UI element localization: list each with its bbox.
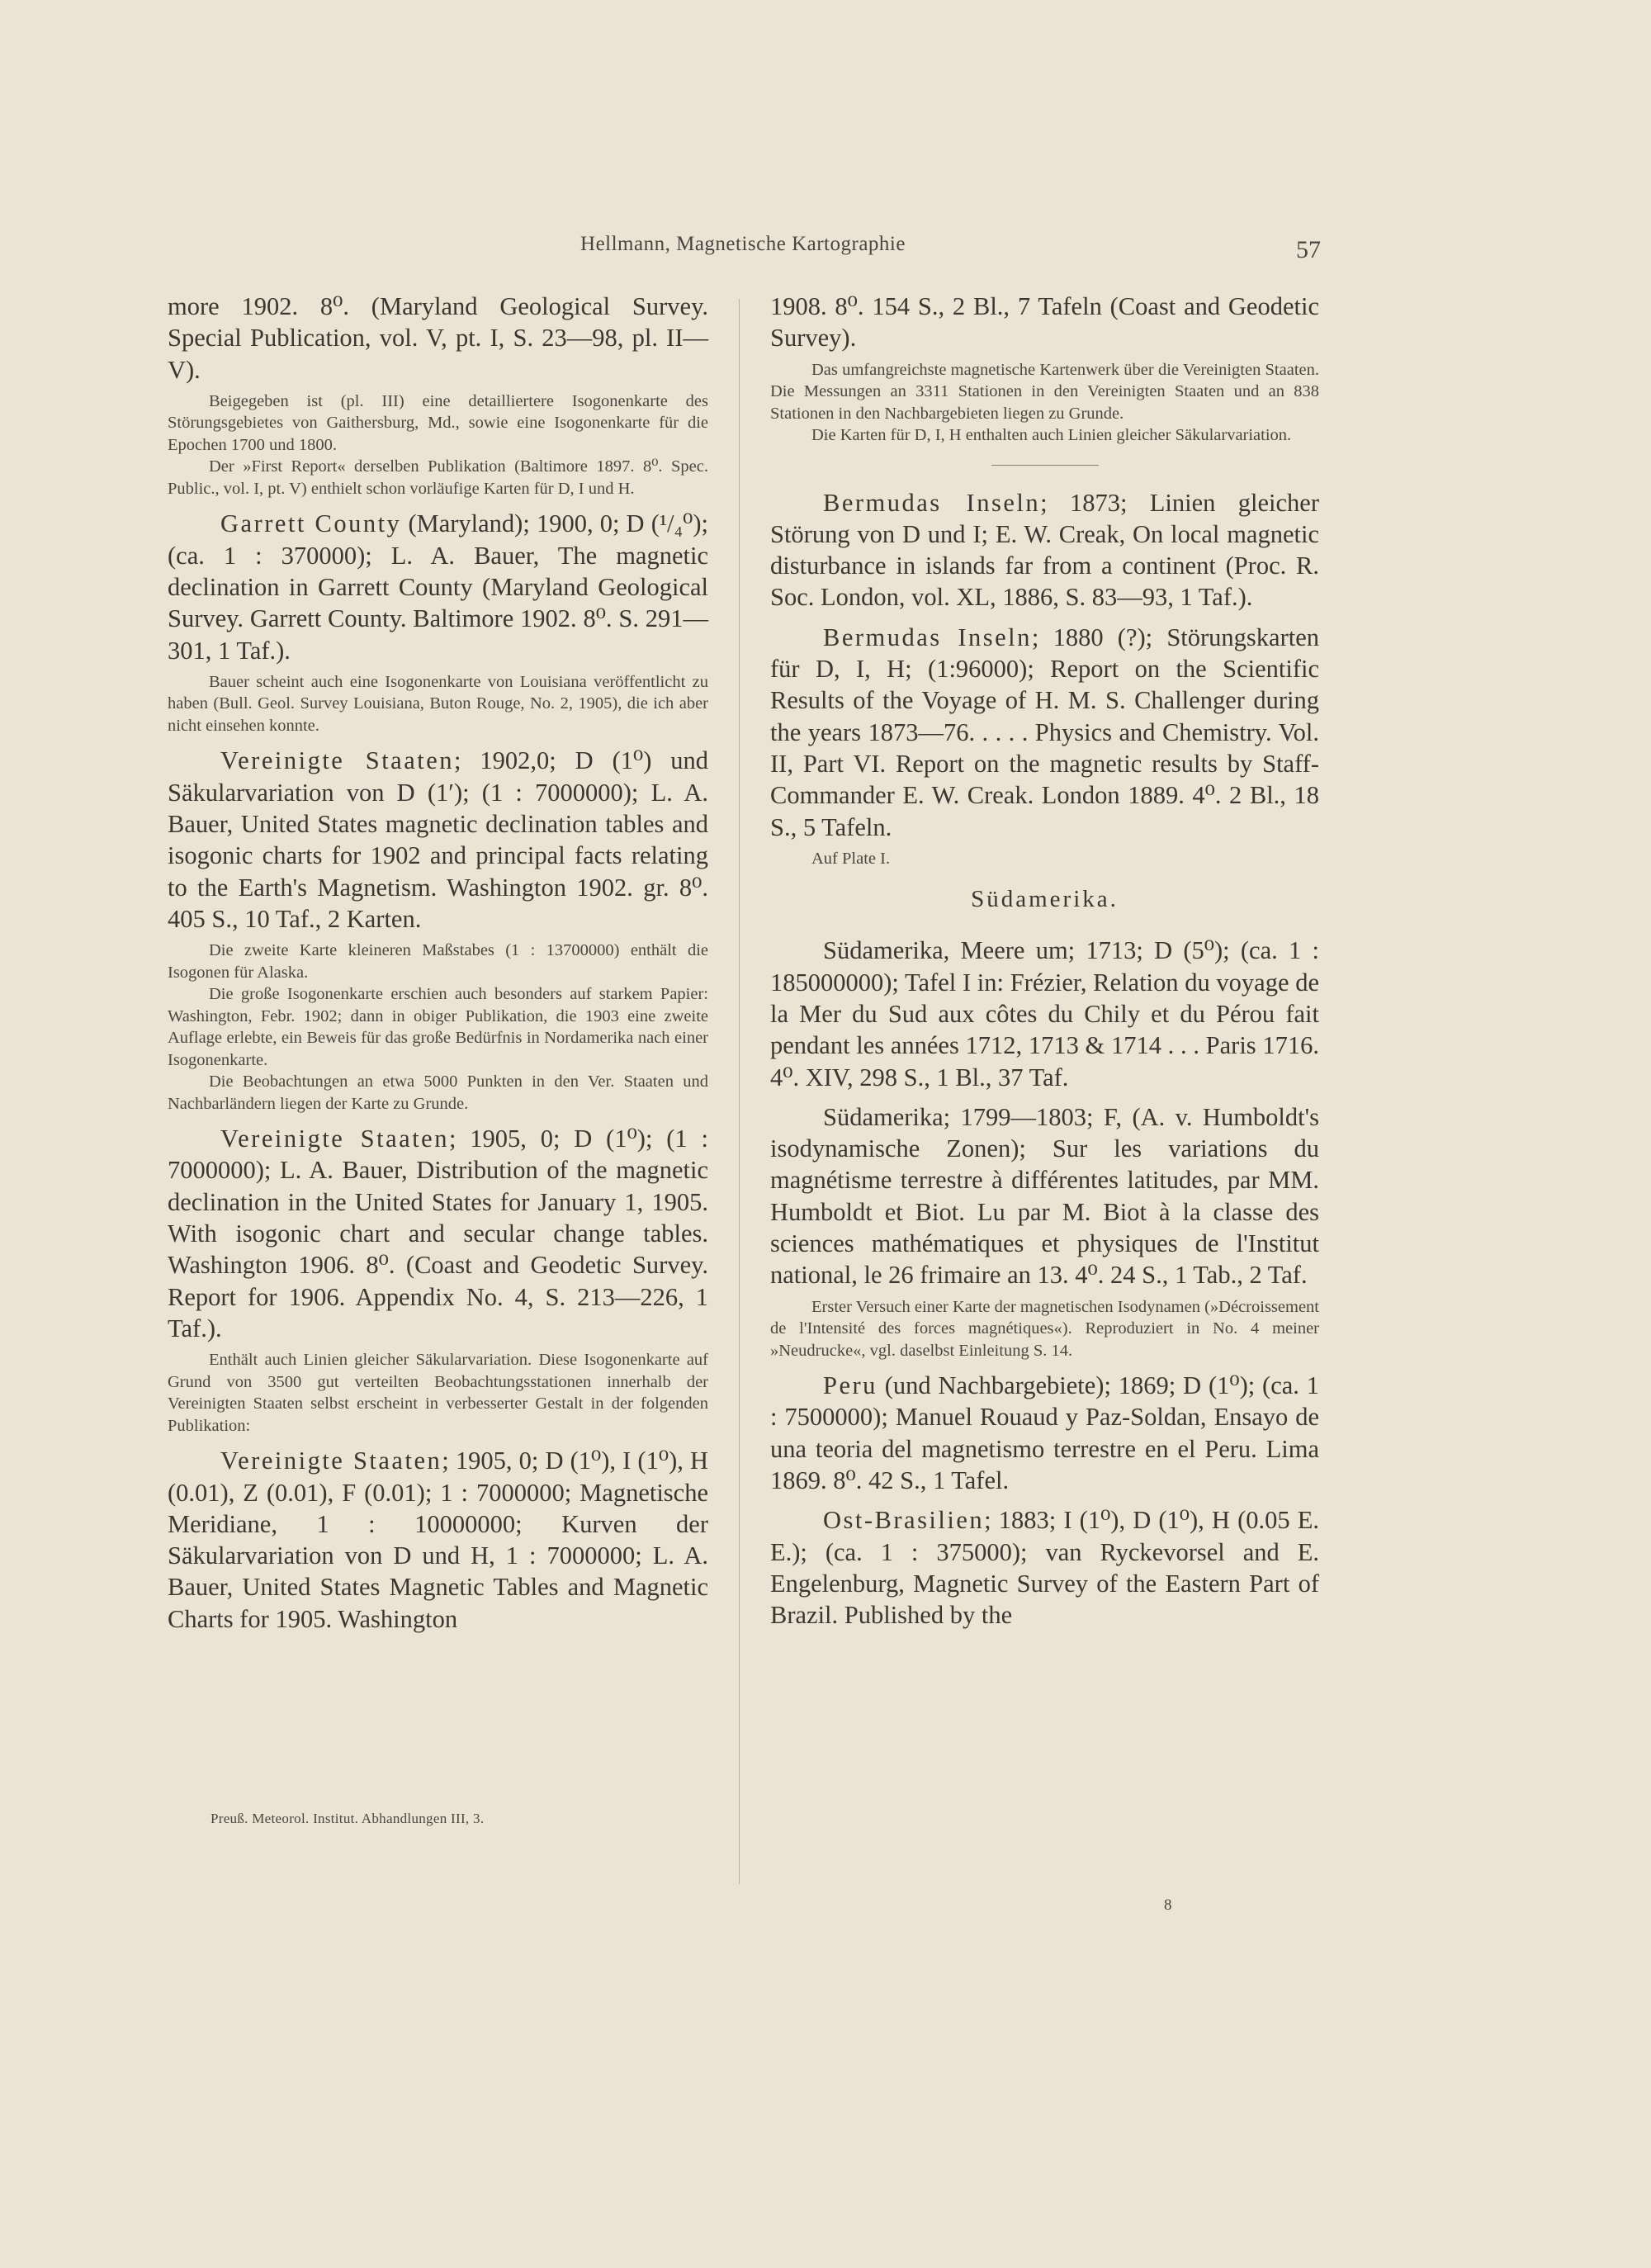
entry-region: Vereinigte Staaten	[220, 1447, 442, 1475]
bibliography-entry: Ost-Brasilien; 1883; I (1⁰), D (1⁰), H (0.05 E. E.); (ca. 1 : 375000); van Ryckevorsel and E. Engelenburg, Magnetic Survey of the Eastern Part of Brazil. Published by the	[770, 1506, 1319, 1630]
bibliography-entry: Peru (und Nachbargebiete); 1869; D (1⁰); (ca. 1 : 7500000); Manuel Rouaud y Paz-Soldan, Ensayo de una teoria del magnetismo terrestre en el Peru. Lima 1869. 8⁰. 42 S., 1 Tafel.	[770, 1371, 1319, 1495]
annotation-note: Die Beobachtungen an etwa 5000 Punkten in den Ver. Staaten und Nachbarländern liegen der Karte zu Grunde.	[168, 1072, 708, 1113]
bibliography-entry: Vereinigte Staaten; 1905, 0; D (1⁰); (1 : 7000000); L. A. Bauer, Distribution of the magnetic declination in the United States for January 1, 1905. With isogonic chart and secular change tables. Washington 1906. 8⁰. (Coast and Geodetic Survey. Report for 1906. Appendix No. 4, S. 213—226, 1 Taf.).	[168, 1125, 708, 1342]
annotation-note: Die große Isogonenkarte erschien auch besonders auf starkem Papier: Washington, Febr. 1902; dann in obiger Publikation, die 1903 eine zweite Auflage erlebte, ein Beweis für das große Bedürfnis in Nordamerika nach einer Isogonenkarte.	[168, 985, 708, 1069]
entry-region: Garrett County	[220, 509, 402, 538]
section-separator	[991, 465, 1099, 466]
entry-continuation: 1908. 8⁰. 154 S., 2 Bl., 7 Tafeln (Coast and Geodetic Survey).	[770, 292, 1319, 353]
entry-region: Peru	[823, 1371, 878, 1400]
bibliography-entry: Vereinigte Staaten; 1902,0; D (1⁰) und Säkularvariation von D (1′); (1 : 7000000); L. A. Bauer, United States magnetic declination tables and isogonic charts for 1902 and principal facts relating to the Earth's Magnetism. Washington 1902. gr. 8⁰. 405 S., 10 Taf., 2 Karten.	[168, 746, 709, 933]
bibliography-entry: Bermudas Inseln; 1873; Linien gleicher Störung von D und I; E. W. Creak, On local magnetic disturbance in islands far from a continent (Proc. R. Soc. London, vol. XL, 1886, S. 83—93, 1 Taf.).	[770, 488, 1319, 612]
bibliography-entry: Bermudas Inseln; 1880 (?); Störungskarten für D, I, H; (1:96000); Report on the Scientific Results of the Voyage of H. M. S. Challenger during the years 1873—76. . . . . Physics and Chemistry. Vol. II, Part VI. Report on the magnetic results by Staff-Commander E. W. Creak. London 1889. 4⁰. 2 Bl., 18 S., 5 Tafeln.	[770, 623, 1319, 841]
bibliography-entry: Vereinigte Staaten; 1905, 0; D (1⁰), I (1⁰), H (0.01), Z (0.01), F (0.01); 1 : 7000000; Magnetische Meridiane, 1 : 10000000; Kurven der Säkularvariation von D und H, 1 : 7000000; L. A. Bauer, United States Magnetic Tables and Magnetic Charts for 1905. Washington	[168, 1447, 709, 1633]
left-column	[168, 291, 708, 1635]
annotation-note: Der »First Report« derselben Publikation (Baltimore 1897. 8⁰. Spec. Public., vol. I, pt. V) enthielt schon vorläufige Karten für D, I und H.	[168, 457, 708, 498]
page-number: 57	[1296, 236, 1321, 263]
annotation-note: Die zweite Karte kleineren Maßstabes (1 : 13700000) enthält die Isogonen für Alaska.	[168, 941, 708, 982]
annotation-note: Das umfangreichste magnetische Kartenwerk über die Vereinigten Staaten. Die Messungen an 3311 Stationen in den Vereinigten Staaten und an 838 Stationen in den Nachbargebieten liegen zu Grunde.	[770, 360, 1319, 423]
annotation-note: Die Karten für D, I, H enthalten auch Linien gleicher Säkularvariation.	[811, 426, 1292, 445]
entry-region: Bermudas Inseln	[823, 623, 1032, 651]
annotation-note: Erster Versuch einer Karte der magnetischen Isodynamen (»Décroissement de l'Intensité des forces magnétiques«). Reproduziert in No. 4 meiner »Neudrucke«, vgl. daselbst Einleitung S. 14.	[770, 1297, 1319, 1360]
annotation-note: Auf Plate I.	[811, 849, 891, 868]
annotation-note: Bauer scheint auch eine Isogonenkarte von Louisiana veröffentlicht zu haben (Bull. Geol. Survey Louisiana, Buton Rouge, No. 2, 1905), die ich aber nicht einsehen konnte.	[168, 672, 708, 735]
entry-continuation: more 1902. 8⁰. (Maryland Geological Survey. Special Publication, vol. V, pt. I, S. 23—98, pl. II—V).	[168, 292, 708, 384]
bibliography-entry: Südamerika, Meere um; 1713; D (5⁰); (ca. 1 : 185000000); Tafel I in: Frézier, Relation du voyage de la Mer du Sud aux côtes du Chily et du Pérou fait pendant les années 1712, 1713 & 1714 . . . Paris 1716. 4⁰. XIV, 298 S., 1 Bl., 37 Taf.	[770, 936, 1319, 1091]
page-header	[165, 233, 1321, 266]
sheet-signature: 8	[1164, 1896, 1172, 1914]
annotation-note: Enthält auch Linien gleicher Säkularvariation. Diese Isogonenkarte auf Grund von 3500 gut verteilten Beobachtungsstationen innerhalb der Vereinigten Staaten selbst erscheint in verbesserter Gestalt in der folgenden Publikation:	[168, 1351, 708, 1435]
entry-region: Bermudas Inseln	[823, 488, 1041, 517]
section-heading: Südamerika.	[971, 886, 1119, 913]
entry-region: Vereinigte Staaten	[220, 1125, 449, 1153]
running-title: Hellmann, Magnetische Kartographie	[580, 233, 906, 255]
right-column	[770, 291, 1319, 1631]
entry-region: Ost-Brasilien	[823, 1506, 985, 1535]
entry-region: Vereinigte Staaten	[220, 746, 455, 775]
annotation-note: Beigegeben ist (pl. III) eine detailliertere Isogonenkarte des Störungsgebietes von Gaithersburg, Md., sowie eine Isogonenkarte für die Epochen 1700 und 1800.	[168, 391, 708, 454]
bibliography-entry: Südamerika; 1799—1803; F, (A. v. Humboldt's isodynamische Zonen); Sur les variations du magnétisme terrestre à différentes latitudes, par MM. Humboldt et Biot. Lu par M. Biot à la classe des sciences mathématiques et physiques de l'Institut national, le 26 frimaire an 13. 4⁰. 24 S., 1 Tab., 2 Taf.	[770, 1102, 1319, 1290]
bibliography-entry: Garrett County (Maryland); 1900, 0; D (¹/₄⁰); (ca. 1 : 370000); L. A. Bauer, The magnetic declination in Garrett County (Maryland Geological Survey. Garrett County. Baltimore 1902. 8⁰. S. 291—301, 1 Taf.).	[168, 509, 708, 665]
publisher-footer: Preuß. Meteorol. Institut. Abhandlungen III, 3.	[211, 1811, 485, 1826]
column-divider	[739, 299, 740, 1884]
